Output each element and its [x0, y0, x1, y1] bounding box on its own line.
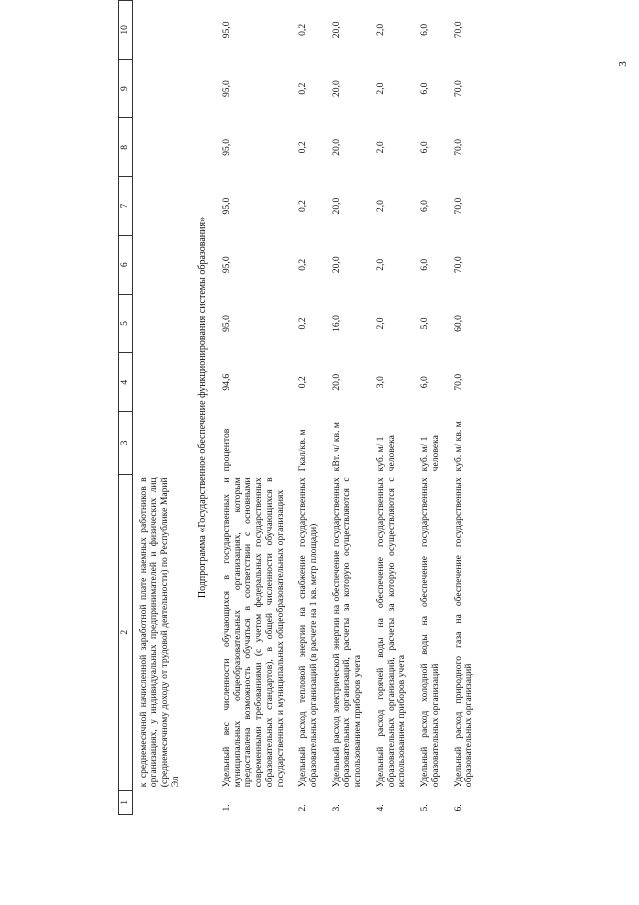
value-cell: 0,2	[297, 23, 309, 36]
value-cell: 70,0	[452, 197, 464, 215]
row-number: 1.	[220, 804, 232, 812]
value-cell	[132, 177, 187, 236]
value-cell: 95,0	[220, 138, 232, 156]
value-cell: 2,0	[374, 23, 386, 36]
row-number: 3.	[330, 804, 342, 812]
value-cell: 70,0	[452, 256, 464, 274]
value-cell: 60,0	[452, 315, 464, 332]
header-cell: 7	[119, 177, 133, 236]
unit-cell: кВт. ч/ кв. м	[330, 422, 342, 472]
value-cell	[132, 59, 187, 118]
value-cell	[132, 353, 187, 412]
value-cell: 0,2	[297, 82, 309, 95]
indicator-name: Удельный расход природного газа на обеспечение государственных образовательных организаций	[452, 477, 475, 788]
header-cell: 9	[119, 59, 133, 118]
value-cell: 0,2	[297, 317, 309, 330]
unit-cell: куб. м/ кв. м	[452, 421, 464, 472]
table-row	[132, 1, 187, 815]
value-cell: 20,0	[330, 138, 342, 156]
header-cell: 8	[119, 118, 133, 177]
value-cell: 20,0	[330, 197, 342, 215]
value-cell: 20,0	[330, 373, 342, 391]
value-cell: 2,0	[374, 200, 386, 213]
table-row	[216, 1, 292, 815]
value-cell: 95,0	[220, 256, 232, 274]
table-row	[414, 1, 447, 815]
value-cell: 6,0	[419, 258, 431, 271]
indicator-name: Удельный расход электрической энергии на обеспечение государственных образовательных организаций, расчеты за которую осуществляются с использованием приборов учета	[330, 477, 364, 788]
value-cell	[132, 1, 187, 60]
value-cell: 16,0	[330, 315, 342, 332]
value-cell: 94,6	[220, 373, 232, 391]
value-cell: 6,0	[419, 82, 431, 95]
value-cell: 0,2	[297, 258, 309, 271]
value-cell: 3,0	[374, 376, 386, 389]
row-number	[132, 790, 187, 814]
indicator-name: Удельный расход холодной воды на обеспечение государственных образовательных организаций	[419, 477, 441, 788]
rotated-table-container	[118, 0, 628, 815]
value-cell: 2,0	[374, 317, 386, 330]
table-row	[448, 1, 481, 815]
value-cell: 5,0	[419, 317, 431, 330]
value-cell: 70,0	[452, 21, 464, 39]
header-cell: 4	[119, 353, 133, 412]
subprogram-row	[188, 1, 216, 815]
value-cell: 70,0	[452, 373, 464, 391]
value-cell: 0,2	[297, 200, 309, 213]
header-cell: 2	[119, 474, 133, 790]
unit-cell: куб. м/ 1 человека	[419, 435, 441, 472]
header-cell: 3	[119, 412, 133, 475]
page-number: 3	[616, 61, 629, 67]
value-cell: 6,0	[419, 23, 431, 36]
table-row	[326, 1, 370, 815]
value-cell: 95,0	[220, 197, 232, 215]
table-row	[292, 1, 325, 815]
value-cell: 95,0	[220, 21, 232, 39]
indicator-name: Удельный вес численности обучающихся в государственных и муниципальных общеобразовательных организациях, которым предоставлена возможность обучаться в соответствии с основными современными требованиями (с учетом федеральных государственных образовательных стандартов), в общей численности обучающихся в государственных и муниципальных общеобразовательных организациях	[220, 477, 286, 788]
unit-cell: процентов	[220, 428, 232, 472]
value-cell: 0,2	[297, 141, 309, 154]
indicators-table	[118, 0, 481, 815]
header-cell: 6	[119, 235, 133, 294]
indicator-name: Удельный расход тепловой энергии на снабжение государственных образовательных организаций (в расчете на 1 кв. метр площади)	[297, 477, 319, 788]
row-number: 6.	[452, 804, 464, 812]
row-number: 5.	[419, 804, 431, 812]
header-cell: 5	[119, 294, 133, 353]
value-cell: 2,0	[374, 141, 386, 154]
unit-cell	[132, 412, 187, 475]
value-cell: 0,2	[297, 376, 309, 389]
indicator-name: Удельный расход горячей воды на обеспечение государственных образовательных организаций, расчеты за которую осуществляются с использованием приборов учета	[374, 477, 408, 788]
unit-cell: куб. м/ 1 человека	[374, 435, 397, 472]
value-cell: 70,0	[452, 138, 464, 156]
value-cell: 70,0	[452, 80, 464, 98]
value-cell: 2,0	[374, 82, 386, 95]
row-number: 4.	[374, 804, 386, 812]
value-cell	[132, 294, 187, 353]
subprogram-title: Подпрограмма «Государственное обеспечение функционирования системы образования»	[196, 216, 208, 599]
value-cell: 2,0	[374, 258, 386, 271]
header-row	[119, 1, 133, 815]
value-cell: 6,0	[419, 200, 431, 213]
value-cell: 20,0	[330, 256, 342, 274]
value-cell: 6,0	[419, 376, 431, 389]
value-cell	[132, 235, 187, 294]
value-cell: 20,0	[330, 80, 342, 98]
indicator-name: к среднемесячной начисленной заработной плате наемных работников в организациях, у индивидуальных предпринимателей и физических лиц (среднемесячному доходу от трудовой деятельности) по Республике Марий Эл	[137, 477, 181, 788]
header-cell: 1	[119, 790, 133, 814]
row-number: 2.	[297, 804, 309, 812]
table-row	[370, 1, 414, 815]
unit-cell: Гкал/кв. м	[297, 429, 309, 472]
value-cell: 20,0	[330, 21, 342, 39]
value-cell: 95,0	[220, 80, 232, 98]
header-cell: 10	[119, 1, 133, 60]
value-cell: 95,0	[220, 315, 232, 332]
value-cell	[132, 118, 187, 177]
value-cell: 6,0	[419, 141, 431, 154]
